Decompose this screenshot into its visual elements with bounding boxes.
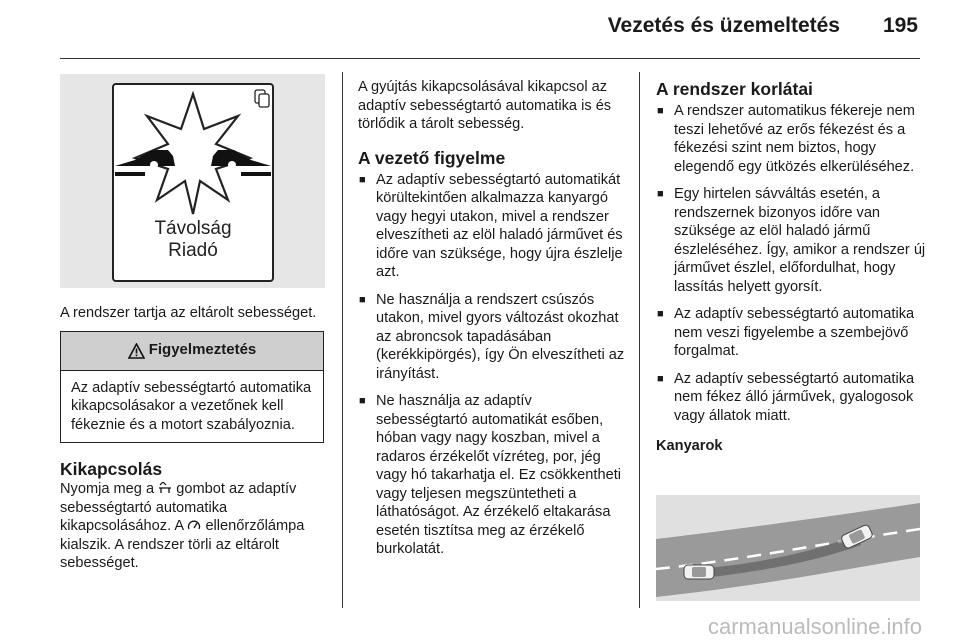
cruise-off-icon [158,482,172,494]
list-item: ■ Ne használja az adaptív sebességtartó automatikát esőben, hóban vagy nagy koszban, mivel a radaros érzékelőt vízréteg, por, jég vagy hó takarhatja el. Ez csökkentheti vagy teljesen megszüntetheti a láthatóságot. Az érzékelő eltakarása esetén tisztítsa meg az érzékelő burkolatát. [358,392,626,559]
column-2 [358,78,626,568]
column-divider [342,72,343,608]
paragraph: A rendszer tartja az eltárolt sebességet. [60,305,317,321]
text-run: gombot az adaptív sebességtartó automatika kikapcsolásához. A [60,481,297,534]
list-item: ■ Az adaptív sebességtartó automatika nem veszi figyelembe a szembejövő forgalmat. [656,305,926,361]
warning-title: Figyelmeztetés [148,341,257,359]
curve-illustration [656,495,920,601]
column-1 [60,74,325,573]
list-item: ■ Ne használja a rendszert csúszós utakon, mivel gyors változást okozhat az abroncsok tapadásában (kerékkipörgés), így Ön elveszítheti az irányítást. [358,291,626,384]
section-paragraph [60,480,325,573]
running-header-title: Vezetés és üzemeltetés [607,14,840,37]
warning-box [60,331,324,444]
text-run: Nyomja meg a [60,481,155,497]
list-item: ■ A rendszer automatikus fékereje nem teszi lehetővé az erős fékezést és a fékezési szint nem biztos, hogy elegendő egy ütközés elkerüléséhez. [656,102,926,176]
intro-paragraph: A gyújtás kikapcsolásával kikapcsol az adaptív sebességtartó automatika is és törlődik a tárolt sebesség. [358,79,612,132]
header-rule [60,58,920,59]
list-item: ■ Az adaptív sebességtartó automatika nem fékez álló járművek, gyalogosok vagy állatok miatt. [656,370,926,426]
list-item: ■ Egy hirtelen sávváltás esetén, a rendszernek bizonyos időre van szüksége az elöl haladó jármű észleléséhez. Így, amikor a rendszer új járművet észlel, előfordulhat, hogy lassítás helyett gyorsít. [656,185,926,296]
page-number: 195 [882,14,918,37]
column-3 [656,78,926,456]
section-heading: A vezető figyelme [358,147,506,168]
column-divider [639,72,640,608]
text-run: ellenőrzőlámpa kialszik. A rendszer törli az eltárolt sebességet. [60,518,305,571]
car-icon [684,565,714,579]
warning-text: Az adaptív sebességtartó automatika kikapcsolásakor a vezetőnek kell fékeznie és a motort szabályoznia. [71,379,312,433]
section-heading: A rendszer korlátai [656,79,813,99]
list-item: ■ Az adaptív sebességtartó automatikát körültekintően alkalmazza kanyargó vagy hegyi utakon, mivel a rendszer elveszítheti az elöl haladó járművet és időre van szüksége, hogy újra észlelje azt. [358,171,626,282]
curve-road-graphic [656,495,920,601]
display-text-line2: Riadó [168,240,218,261]
subheading: Kanyarok [656,438,723,454]
warning-header [61,332,323,371]
speedometer-icon [187,519,201,531]
distance-alert-illustration [60,74,325,288]
display-text-line1: Távolság [154,218,232,239]
watermark: carmanualsonline.info [707,614,922,639]
section-heading: Kikapcsolás [60,459,163,479]
warning-triangle-icon [128,343,145,359]
